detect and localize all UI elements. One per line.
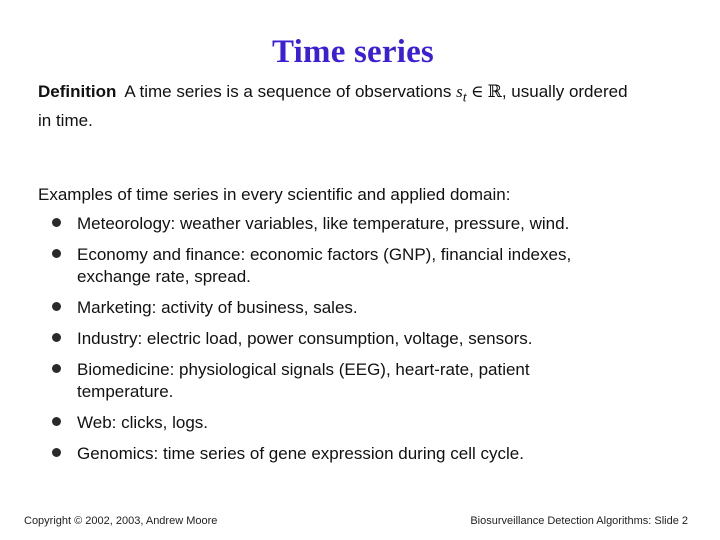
- math-set: ∈ ℝ: [466, 82, 502, 101]
- list-item-text: Genomics: time series of gene expression during cell cycle.: [77, 444, 524, 463]
- list-item-text: Economy and finance: economic factors (GNP), financial indexes, exchange rate, spread.: [77, 245, 572, 286]
- list-item: [52, 213, 622, 235]
- list-item-text: Biomedicine: physiological signals (EEG), heart-rate, patient temperature.: [77, 360, 530, 401]
- definition-paragraph: [38, 80, 638, 132]
- footer-slide-info: Biosurveillance Detection Algorithms: Slide 2: [470, 515, 688, 527]
- definition-text-before: A time series is a sequence of observations: [124, 82, 457, 101]
- list-item: [52, 412, 622, 434]
- examples-list: [52, 213, 622, 474]
- bullet-icon: [52, 364, 61, 373]
- list-item: [52, 297, 622, 319]
- footer-copyright: Copyright © 2002, 2003, Andrew Moore: [24, 515, 218, 527]
- list-item: [52, 443, 622, 465]
- bullet-icon: [52, 417, 61, 426]
- bullet-icon: [52, 302, 61, 311]
- bullet-icon: [52, 218, 61, 227]
- list-item-text: Industry: electric load, power consumption, voltage, sensors.: [77, 329, 533, 348]
- list-item-text: Marketing: activity of business, sales.: [77, 298, 358, 317]
- math-subscript: t: [462, 89, 467, 106]
- definition-label: Definition: [38, 82, 117, 101]
- list-item: [52, 359, 622, 403]
- math-expression: [456, 82, 502, 106]
- list-item: [52, 244, 622, 288]
- bullet-icon: [52, 249, 61, 258]
- math-variable: s: [456, 82, 463, 101]
- examples-intro: Examples of time series in every scientific and applied domain:: [38, 185, 511, 204]
- list-item: [52, 328, 622, 350]
- list-item-text: Meteorology: weather variables, like temperature, pressure, wind.: [77, 214, 570, 233]
- list-item-text: Web: clicks, logs.: [77, 413, 209, 432]
- bullet-icon: [52, 333, 61, 342]
- bullet-icon: [52, 448, 61, 457]
- definition-text-after: , usually ordered in time.: [38, 82, 628, 131]
- page-title: Time series: [272, 34, 434, 70]
